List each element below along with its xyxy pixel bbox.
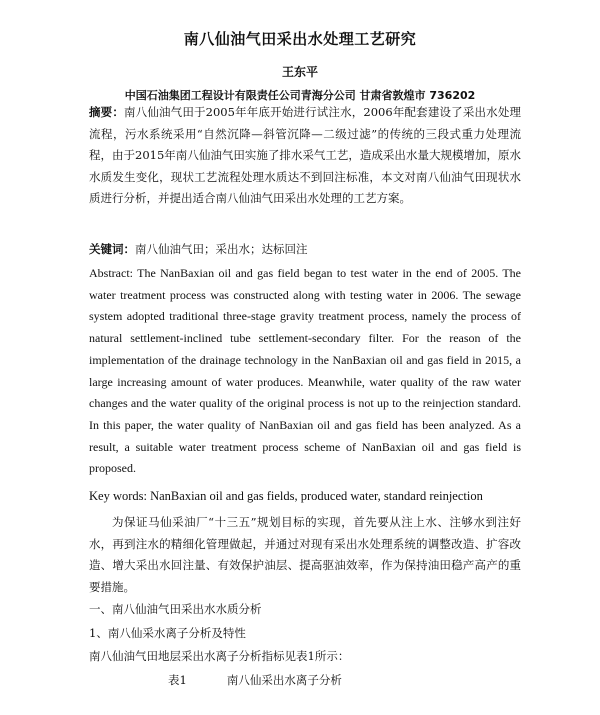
table-label: 表1 — [168, 673, 187, 687]
keywords-cn-text: 南八仙油气田；采出水；达标回注 — [135, 242, 308, 256]
paper-title: 南八仙油气田采出水处理工艺研究 — [183, 30, 417, 48]
abstract-en-label: Abstract: — [89, 266, 133, 280]
keywords-en — [89, 489, 483, 504]
intro-text: 为保证马仙采油厂“十三五”规划目标的实现，首先要从注上水、注够水到注好水，再到注水的精细化管理做起，并通过对现有采出水处理系统的调整改造、扩容改造、增大采出水回注量、有效保护油层、提高驱油效率，作为保持油田稳产高产的重要措施。 — [89, 515, 521, 594]
table-reference-text: 南八仙油气田地层采出水离子分析指标见表1所示： — [89, 649, 350, 663]
abstract-cn — [89, 102, 521, 210]
keywords-en-label: Key words: — [89, 489, 147, 503]
abstract-cn-label: 摘要： — [89, 105, 124, 119]
table-title: 南八仙采出水离子分析 — [226, 673, 342, 687]
abstract-cn-text: 南八仙油气田于2005年年底开始进行试注水，2006年配套建设了采出水处理流程，污水系统采用“自然沉降—斜管沉降—二级过滤”的传统的三段式重力处理流程，由于2015年南八仙油气田实施了排水采气工艺，造成采出水量大规模增加，原水水质发生变化，现状工艺流程处理水质达不到回注标准，本文对南八仙油气田现状水质进行分析，并提出适合南八仙油气田采出水处理的工艺方案。 — [89, 105, 522, 205]
affiliation: 中国石油集团工程设计有限责任公司青海分公司 甘肃省敦煌市 736202 — [124, 89, 476, 102]
keywords-en-text: NanBaxian oil and gas fields, produced water, standard reinjection — [150, 489, 483, 503]
keywords-cn-label: 关键词： — [89, 242, 135, 256]
intro-paragraph — [89, 512, 521, 598]
abstract-en-text: The NanBaxian oil and gas field began to test water in the end of 2005. The water treatment process was constructed along with testing water in 2006. The sewage system adopted traditional three-stage gravity treatment process, namely the process of natural settlement-inclined tube settlement-secondary filter. For the reason of the implementation of the drainage technology in the NanBaxian oil and gas field in 2015, a large increasing amount of water produces. Meanwhile, water quality of the raw water changes and the water quality of the original process is not up to the reinjection standard. In this paper, the water quality of NanBaxian oil and gas field has been analyzed. As a result, a suitable water treatment process scheme of NanBaxian oil and gas field is proposed. — [89, 266, 521, 476]
section-heading-1-1: 1、南八仙采水离子分析及特性 — [89, 626, 246, 640]
keywords-cn — [89, 241, 308, 257]
section-heading-1: 一、南八仙油气田采出水水质分析 — [89, 602, 262, 616]
table-caption — [168, 672, 342, 688]
abstract-en — [89, 263, 521, 480]
author-name: 王东平 — [281, 65, 318, 79]
